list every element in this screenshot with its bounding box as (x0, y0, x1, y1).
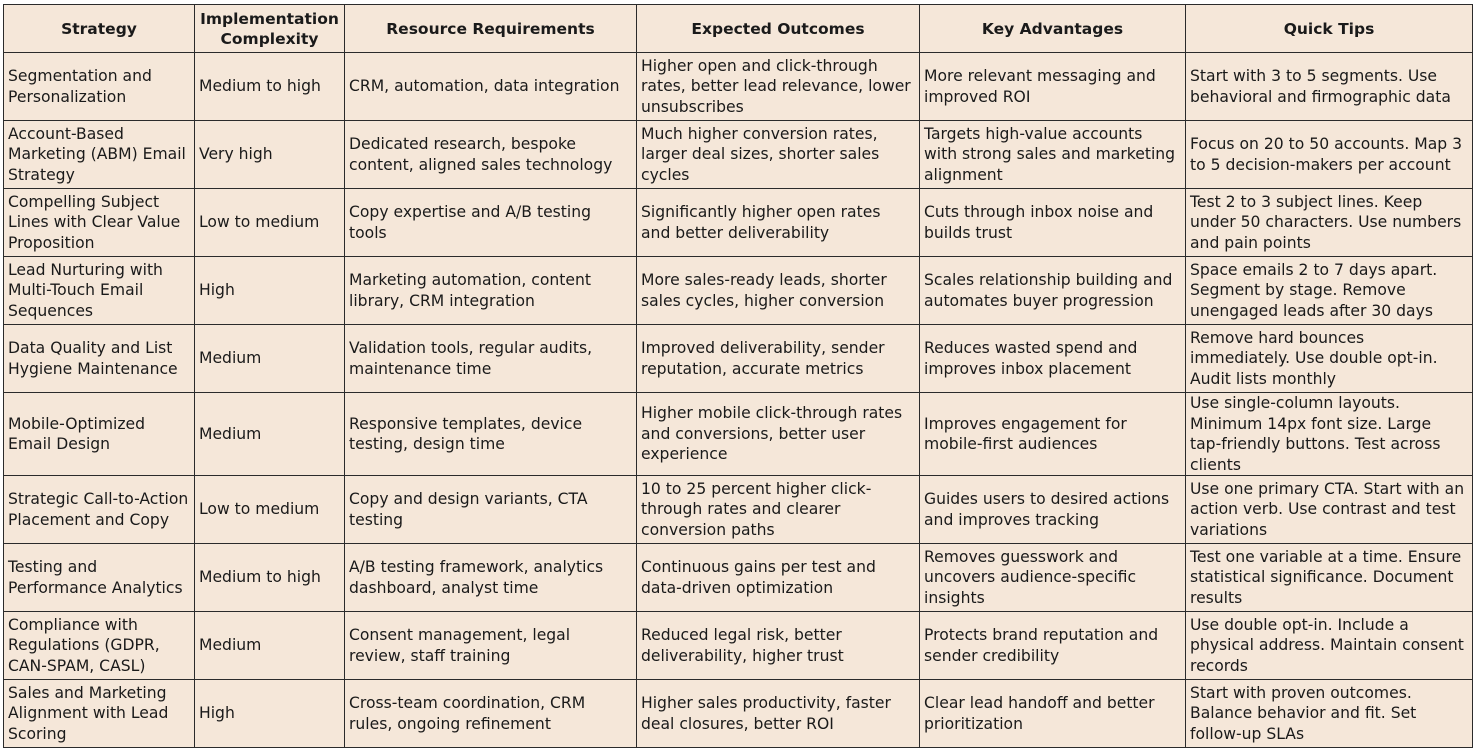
cell-complexity: Medium to high (195, 53, 345, 121)
cell-advantages: Clear lead handoff and better prioritization (920, 680, 1186, 748)
cell-resources: Responsive templates, device testing, design time (345, 393, 637, 476)
cell-advantages: Protects brand reputation and sender credibility (920, 612, 1186, 680)
cell-advantages: Guides users to desired actions and improves tracking (920, 476, 1186, 544)
cell-strategy: Mobile-Optimized Email Design (4, 393, 195, 476)
table-row (4, 476, 1473, 544)
cell-tips: Remove hard bounces immediately. Use double opt-in. Audit lists monthly (1186, 325, 1473, 393)
header-expected-outcomes: Expected Outcomes (637, 5, 920, 53)
cell-tips: Focus on 20 to 50 accounts. Map 3 to 5 decision-makers per account (1186, 121, 1473, 189)
cell-advantages: Cuts through inbox noise and builds trust (920, 189, 1186, 257)
cell-resources: Dedicated research, bespoke content, aligned sales technology (345, 121, 637, 189)
cell-outcomes: Higher sales productivity, faster deal closures, better ROI (637, 680, 920, 748)
cell-tips: Start with 3 to 5 segments. Use behavioral and firmographic data (1186, 53, 1473, 121)
strategy-table-container (3, 4, 1473, 748)
header-strategy: Strategy (4, 5, 195, 53)
cell-outcomes: More sales-ready leads, shorter sales cycles, higher conversion (637, 257, 920, 325)
cell-advantages: Reduces wasted spend and improves inbox placement (920, 325, 1186, 393)
cell-advantages: Scales relationship building and automates buyer progression (920, 257, 1186, 325)
table-row (4, 680, 1473, 748)
header-resource-requirements: Resource Requirements (345, 5, 637, 53)
cell-outcomes: Continuous gains per test and data-driven optimization (637, 544, 920, 612)
cell-resources: Validation tools, regular audits, maintenance time (345, 325, 637, 393)
table-row (4, 53, 1473, 121)
cell-complexity: Very high (195, 121, 345, 189)
cell-resources: A/B testing framework, analytics dashboard, analyst time (345, 544, 637, 612)
cell-strategy: Compliance with Regulations (GDPR, CAN-SPAM, CASL) (4, 612, 195, 680)
cell-advantages: Improves engagement for mobile-first audiences (920, 393, 1186, 476)
cell-tips: Use single-column layouts. Minimum 14px font size. Large tap-friendly buttons. Test across clients (1186, 393, 1473, 476)
cell-tips: Start with proven outcomes. Balance behavior and fit. Set follow-up SLAs (1186, 680, 1473, 748)
cell-advantages: Targets high-value accounts with strong sales and marketing alignment (920, 121, 1186, 189)
cell-tips: Test one variable at a time. Ensure statistical significance. Document results (1186, 544, 1473, 612)
cell-strategy: Testing and Performance Analytics (4, 544, 195, 612)
header-key-advantages: Key Advantages (920, 5, 1186, 53)
email-strategy-table (3, 4, 1473, 748)
table-body (4, 53, 1473, 748)
table-row (4, 325, 1473, 393)
table-row (4, 393, 1473, 476)
cell-advantages: Removes guesswork and uncovers audience-specific insights (920, 544, 1186, 612)
cell-strategy: Sales and Marketing Alignment with Lead Scoring (4, 680, 195, 748)
cell-outcomes: Higher mobile click-through rates and conversions, better user experience (637, 393, 920, 476)
cell-tips: Space emails 2 to 7 days apart. Segment by stage. Remove unengaged leads after 30 days (1186, 257, 1473, 325)
table-header (4, 5, 1473, 53)
table-row (4, 257, 1473, 325)
cell-resources: Copy and design variants, CTA testing (345, 476, 637, 544)
cell-complexity: Medium (195, 612, 345, 680)
cell-advantages: More relevant messaging and improved ROI (920, 53, 1186, 121)
cell-outcomes: Improved deliverability, sender reputation, accurate metrics (637, 325, 920, 393)
cell-outcomes: 10 to 25 percent higher click-through rates and clearer conversion paths (637, 476, 920, 544)
cell-resources: CRM, automation, data integration (345, 53, 637, 121)
cell-resources: Cross-team coordination, CRM rules, ongoing refinement (345, 680, 637, 748)
cell-complexity: High (195, 257, 345, 325)
cell-complexity: Low to medium (195, 476, 345, 544)
cell-strategy: Lead Nurturing with Multi-Touch Email Sequences (4, 257, 195, 325)
header-row (4, 5, 1473, 53)
cell-outcomes: Reduced legal risk, better deliverability, higher trust (637, 612, 920, 680)
table-row (4, 121, 1473, 189)
cell-tips: Use double opt-in. Include a physical address. Maintain consent records (1186, 612, 1473, 680)
table-row (4, 544, 1473, 612)
cell-resources: Consent management, legal review, staff training (345, 612, 637, 680)
cell-resources: Copy expertise and A/B testing tools (345, 189, 637, 257)
cell-tips: Test 2 to 3 subject lines. Keep under 50 characters. Use numbers and pain points (1186, 189, 1473, 257)
cell-outcomes: Much higher conversion rates, larger deal sizes, shorter sales cycles (637, 121, 920, 189)
cell-complexity: Low to medium (195, 189, 345, 257)
cell-strategy: Segmentation and Personalization (4, 53, 195, 121)
cell-outcomes: Significantly higher open rates and better deliverability (637, 189, 920, 257)
header-quick-tips: Quick Tips (1186, 5, 1473, 53)
cell-resources: Marketing automation, content library, CRM integration (345, 257, 637, 325)
cell-tips: Use one primary CTA. Start with an action verb. Use contrast and test variations (1186, 476, 1473, 544)
header-implementation-complexity: Implementation Complexity (195, 5, 345, 53)
table-row (4, 189, 1473, 257)
cell-complexity: Medium (195, 325, 345, 393)
cell-strategy: Compelling Subject Lines with Clear Value Proposition (4, 189, 195, 257)
cell-strategy: Account-Based Marketing (ABM) Email Strategy (4, 121, 195, 189)
cell-strategy: Strategic Call-to-Action Placement and Copy (4, 476, 195, 544)
cell-outcomes: Higher open and click-through rates, better lead relevance, lower unsubscribes (637, 53, 920, 121)
cell-strategy: Data Quality and List Hygiene Maintenance (4, 325, 195, 393)
cell-complexity: Medium to high (195, 544, 345, 612)
table-row (4, 612, 1473, 680)
cell-complexity: High (195, 680, 345, 748)
cell-complexity: Medium (195, 393, 345, 476)
